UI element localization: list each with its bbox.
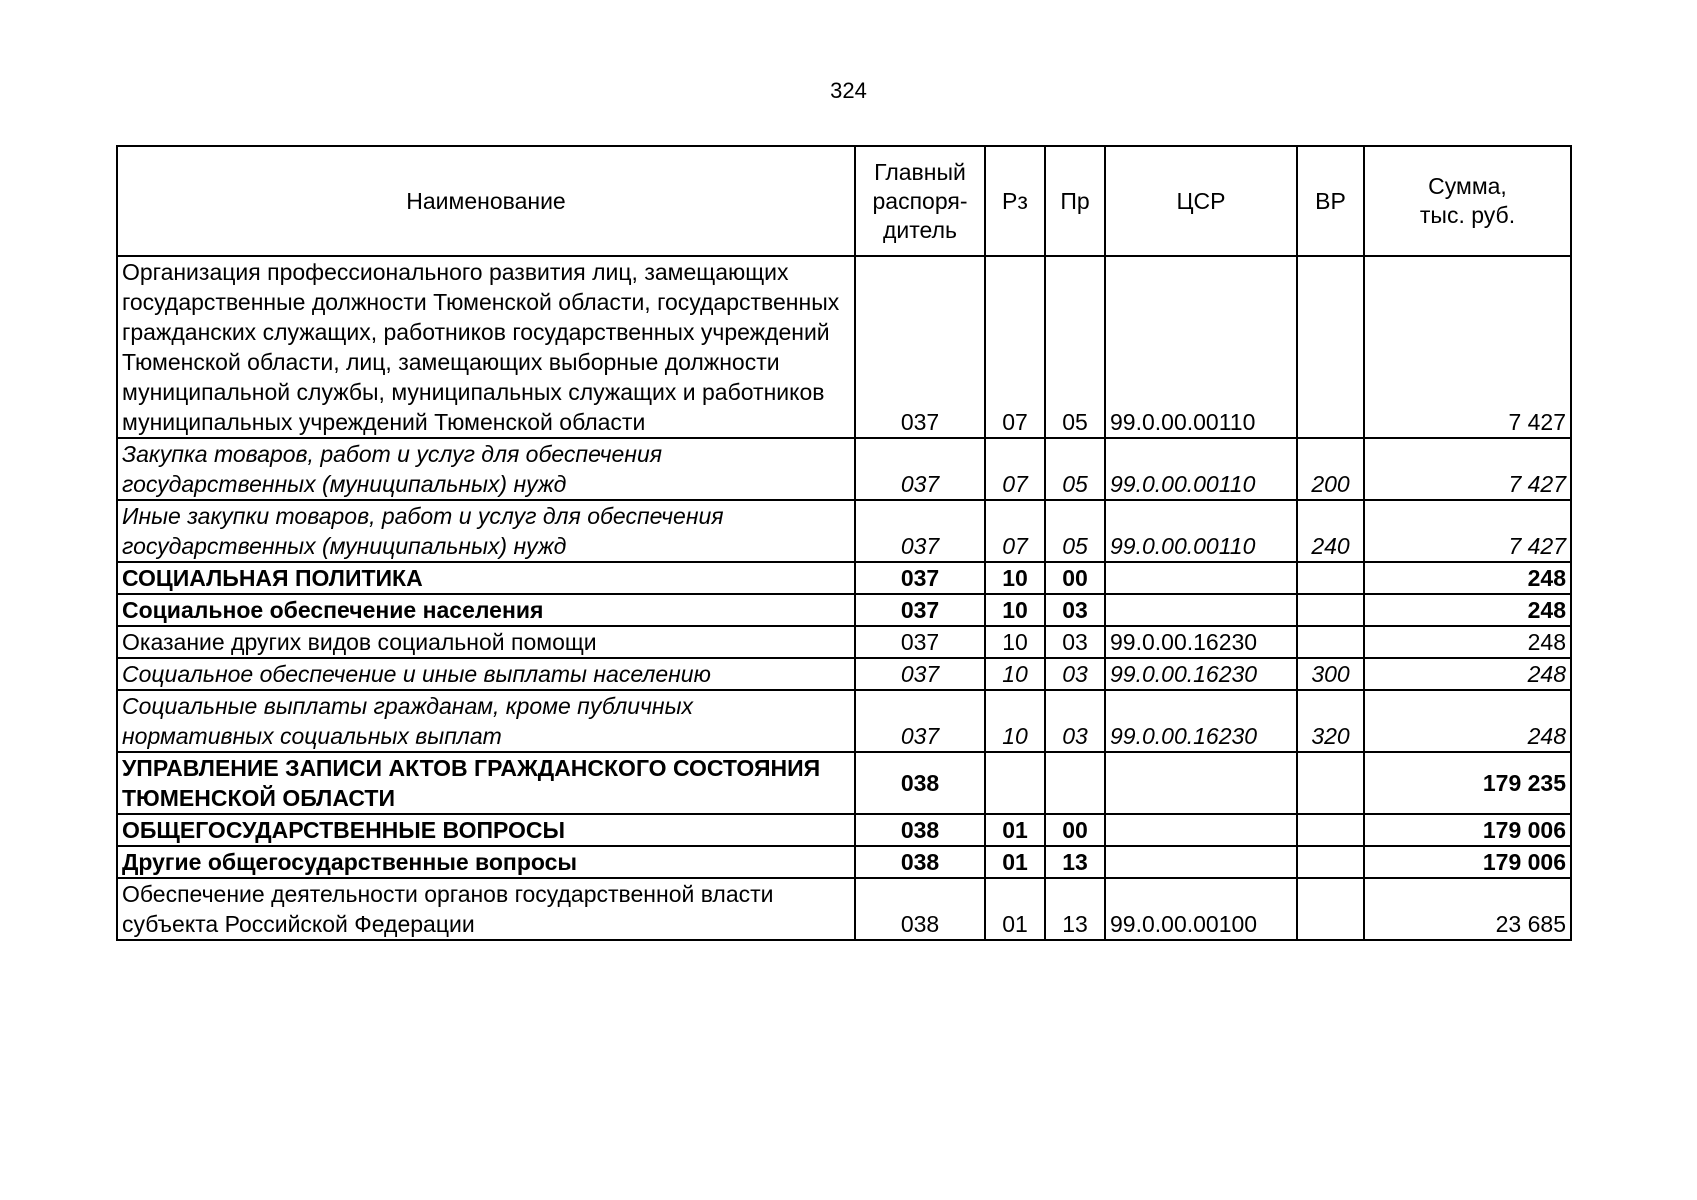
cell-name: Оказание других видов социальной помощи (117, 626, 855, 658)
cell-grbs: 037 (855, 594, 985, 626)
cell-grbs: 038 (855, 752, 985, 814)
cell-sum: 7 427 (1364, 256, 1571, 438)
cell-name: ОБЩЕГОСУДАРСТВЕННЫЕ ВОПРОСЫ (117, 814, 855, 846)
cell-rz: 10 (985, 594, 1045, 626)
cell-csr: 99.0.00.00110 (1105, 500, 1297, 562)
cell-sum: 248 (1364, 658, 1571, 690)
cell-csr (1105, 752, 1297, 814)
cell-rz: 07 (985, 438, 1045, 500)
cell-name: УПРАВЛЕНИЕ ЗАПИСИ АКТОВ ГРАЖДАНСКОГО СОСТОЯНИЯ ТЮМЕНСКОЙ ОБЛАСТИ (117, 752, 855, 814)
cell-csr: 99.0.00.16230 (1105, 626, 1297, 658)
cell-sum: 179 006 (1364, 814, 1571, 846)
cell-rz (985, 752, 1045, 814)
cell-vr: 320 (1297, 690, 1364, 752)
cell-name: Социальное обеспечение и иные выплаты населению (117, 658, 855, 690)
table-row (117, 562, 1571, 594)
cell-sum: 179 006 (1364, 846, 1571, 878)
cell-sum: 179 235 (1364, 752, 1571, 814)
cell-pr: 13 (1045, 846, 1105, 878)
cell-pr: 03 (1045, 658, 1105, 690)
table-row (117, 500, 1571, 562)
header-grbs-line3: дитель (883, 216, 957, 243)
cell-vr: 240 (1297, 500, 1364, 562)
cell-grbs: 037 (855, 562, 985, 594)
cell-rz: 07 (985, 500, 1045, 562)
header-pr: Пр (1045, 146, 1105, 256)
cell-grbs: 037 (855, 626, 985, 658)
cell-pr: 03 (1045, 690, 1105, 752)
header-vr: ВР (1297, 146, 1364, 256)
cell-grbs: 038 (855, 846, 985, 878)
header-sum-line1: Сумма, (1428, 173, 1507, 199)
cell-pr: 05 (1045, 438, 1105, 500)
cell-pr: 03 (1045, 626, 1105, 658)
table-row (117, 594, 1571, 626)
table-row (117, 878, 1571, 940)
cell-grbs: 038 (855, 814, 985, 846)
cell-rz: 01 (985, 846, 1045, 878)
cell-name: СОЦИАЛЬНАЯ ПОЛИТИКА (117, 562, 855, 594)
table-row (117, 814, 1571, 846)
cell-sum: 23 685 (1364, 878, 1571, 940)
header-rz: Рз (985, 146, 1045, 256)
page-number: 324 (830, 78, 867, 103)
cell-name: Социальные выплаты гражданам, кроме публичных нормативных социальных выплат (117, 690, 855, 752)
cell-rz: 10 (985, 626, 1045, 658)
cell-grbs: 037 (855, 256, 985, 438)
cell-csr (1105, 562, 1297, 594)
cell-sum: 248 (1364, 690, 1571, 752)
cell-name: Другие общегосударственные вопросы (117, 846, 855, 878)
cell-grbs: 037 (855, 438, 985, 500)
cell-vr: 300 (1297, 658, 1364, 690)
cell-sum: 7 427 (1364, 438, 1571, 500)
cell-rz: 10 (985, 562, 1045, 594)
cell-csr (1105, 846, 1297, 878)
table-row (117, 658, 1571, 690)
budget-table (116, 145, 1572, 941)
cell-pr: 05 (1045, 500, 1105, 562)
cell-csr: 99.0.00.00110 (1105, 438, 1297, 500)
cell-csr: 99.0.00.16230 (1105, 690, 1297, 752)
table-row (117, 752, 1571, 814)
cell-sum: 248 (1364, 594, 1571, 626)
cell-vr (1297, 846, 1364, 878)
header-grbs-line1: Главный (874, 158, 966, 185)
table-body (117, 256, 1571, 940)
header-grbs (855, 146, 985, 256)
cell-csr: 99.0.00.16230 (1105, 658, 1297, 690)
cell-vr (1297, 594, 1364, 626)
cell-vr (1297, 814, 1364, 846)
cell-grbs: 037 (855, 500, 985, 562)
cell-sum: 248 (1364, 562, 1571, 594)
table-row (117, 256, 1571, 438)
cell-vr (1297, 878, 1364, 940)
cell-pr (1045, 752, 1105, 814)
cell-pr: 05 (1045, 256, 1105, 438)
cell-sum: 248 (1364, 626, 1571, 658)
cell-rz: 10 (985, 690, 1045, 752)
header-sum (1364, 146, 1571, 256)
cell-name: Организация профессионального развития лиц, замещающих государственные должности Тюменской области, государственных гражданских служащих, работников государственных учреждений Тюменской области, лиц, замещающих выборные должности муниципальной службы, муниципальных служащих и работников муниципальных учреждений Тюменской области (117, 256, 855, 438)
cell-sum: 7 427 (1364, 500, 1571, 562)
cell-vr: 200 (1297, 438, 1364, 500)
table-row (117, 438, 1571, 500)
header-sum-line2: тыс. руб. (1419, 202, 1516, 228)
cell-name: Обеспечение деятельности органов государственной власти субъекта Российской Федерации (117, 878, 855, 940)
cell-name: Иные закупки товаров, работ и услуг для обеспечения государственных (муниципальных) нужд (117, 500, 855, 562)
table-row (117, 846, 1571, 878)
cell-vr (1297, 626, 1364, 658)
cell-csr (1105, 814, 1297, 846)
cell-grbs: 037 (855, 690, 985, 752)
cell-csr: 99.0.00.00110 (1105, 256, 1297, 438)
table-row (117, 690, 1571, 752)
cell-rz: 10 (985, 658, 1045, 690)
cell-rz: 01 (985, 814, 1045, 846)
table-row (117, 626, 1571, 658)
table-header (117, 146, 1571, 256)
cell-vr (1297, 752, 1364, 814)
cell-name: Социальное обеспечение населения (117, 594, 855, 626)
cell-rz: 07 (985, 256, 1045, 438)
cell-rz: 01 (985, 878, 1045, 940)
cell-pr: 13 (1045, 878, 1105, 940)
cell-vr (1297, 562, 1364, 594)
cell-pr: 03 (1045, 594, 1105, 626)
cell-pr: 00 (1045, 562, 1105, 594)
cell-grbs: 038 (855, 878, 985, 940)
cell-name: Закупка товаров, работ и услуг для обеспечения государственных (муниципальных) нужд (117, 438, 855, 500)
cell-pr: 00 (1045, 814, 1105, 846)
cell-vr (1297, 256, 1364, 438)
header-grbs-line2: распоря- (872, 187, 968, 214)
header-csr: ЦСР (1105, 146, 1297, 256)
header-name: Наименование (117, 146, 855, 256)
cell-grbs: 037 (855, 658, 985, 690)
cell-csr: 99.0.00.00100 (1105, 878, 1297, 940)
cell-csr (1105, 594, 1297, 626)
